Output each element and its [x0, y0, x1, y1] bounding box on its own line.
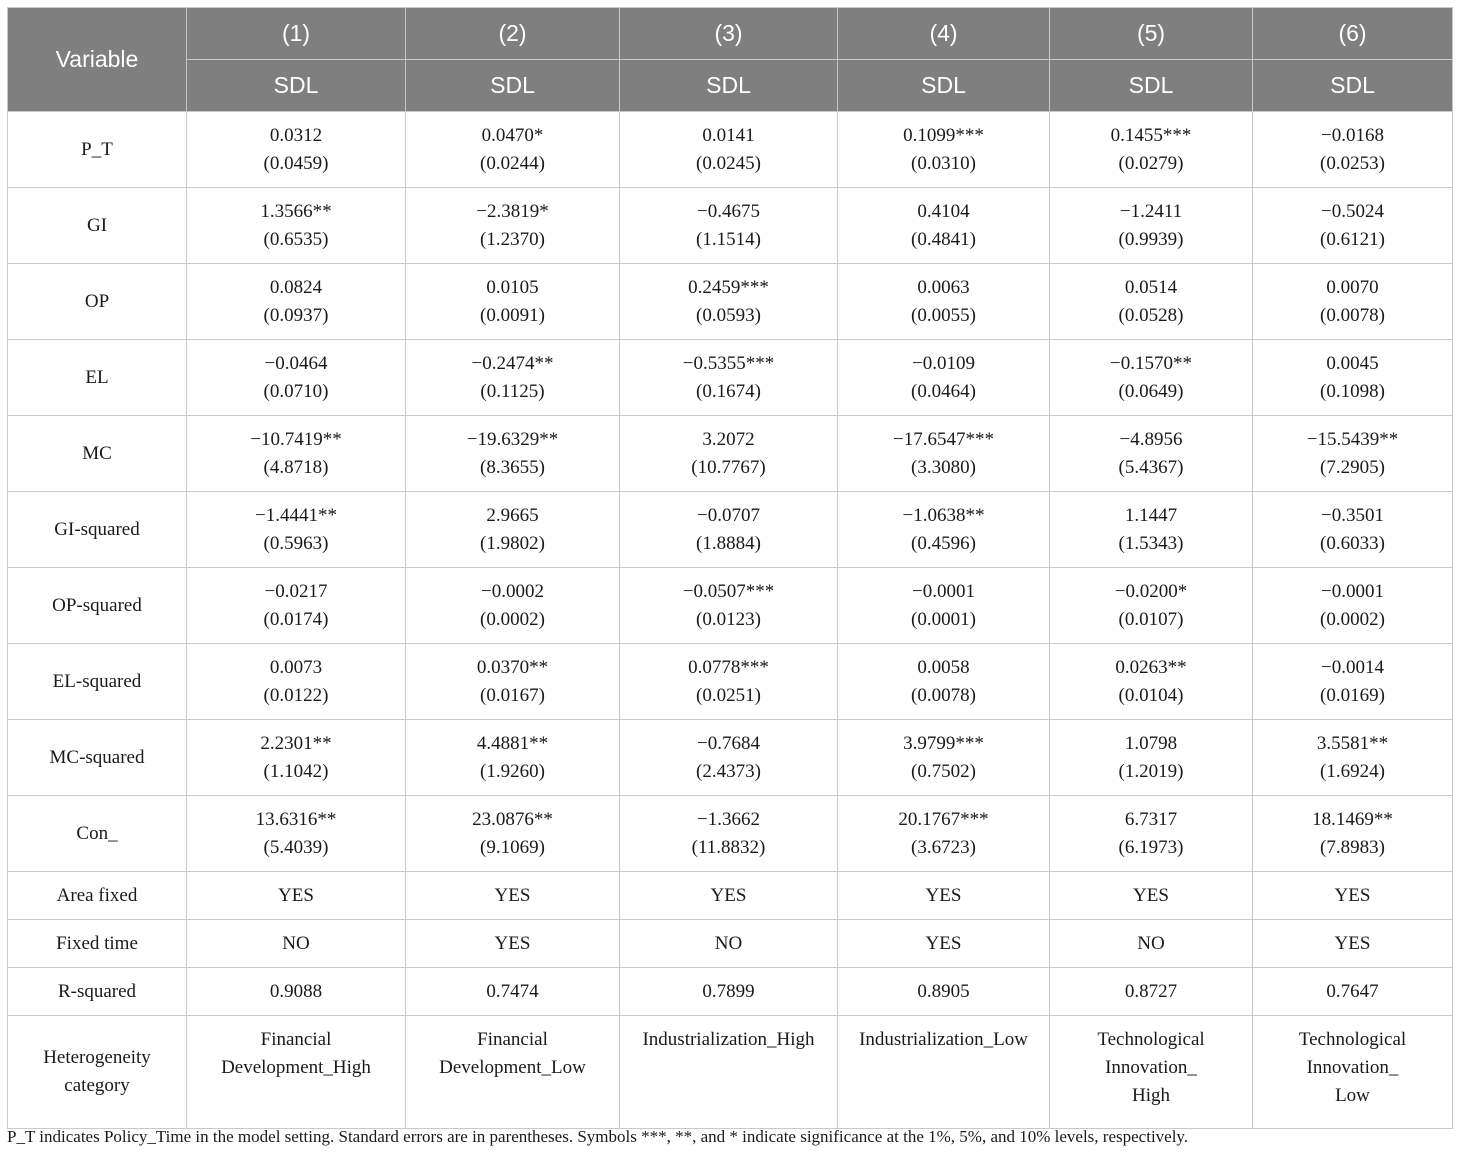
- table-row: [8, 796, 1453, 872]
- coefficient-cell: [187, 416, 406, 492]
- standard-error: (0.0279): [1118, 152, 1184, 174]
- coefficient-estimate: 0.0045: [1326, 352, 1379, 374]
- coefficient-cell: [1050, 340, 1253, 416]
- coefficient-estimate: −0.4675: [697, 200, 760, 222]
- coefficient-estimate: −19.6329**: [466, 428, 559, 450]
- coefficient-cell: [838, 340, 1050, 416]
- coefficient-cell: [187, 112, 406, 188]
- standard-error: (10.7767): [691, 456, 766, 478]
- standard-error: (0.6121): [1320, 228, 1385, 250]
- coefficient-estimate: −4.8956: [1119, 428, 1183, 450]
- coefficient-estimate: 3.2072: [702, 428, 755, 450]
- coefficient-cell: [1050, 416, 1253, 492]
- coefficient-estimate: −10.7419**: [250, 428, 342, 450]
- row-label: MC: [8, 416, 187, 492]
- column-number-3: (3): [620, 8, 838, 60]
- value-cell: 0.8727: [1050, 968, 1253, 1016]
- standard-error: (0.9939): [1118, 228, 1184, 250]
- dependent-variable-5: SDL: [1050, 60, 1253, 112]
- coefficient-cell: [187, 720, 406, 796]
- coefficient-estimate: 0.0778***: [688, 656, 769, 678]
- coefficient-cell: [1253, 492, 1453, 568]
- standard-error: (0.0251): [696, 684, 761, 706]
- value-cell: NO: [620, 920, 838, 968]
- value-cell: YES: [838, 872, 1050, 920]
- category-line: Innovation_: [1105, 1057, 1197, 1078]
- standard-error: (9.1069): [480, 836, 545, 858]
- coefficient-cell: [620, 340, 838, 416]
- coefficient-estimate: 0.0370**: [476, 656, 549, 678]
- coefficient-estimate: 20.1767***: [898, 808, 989, 830]
- table-row: [8, 416, 1453, 492]
- standard-error: (5.4039): [263, 836, 329, 858]
- coefficient-cell: [620, 796, 838, 872]
- coefficient-estimate: −0.5355***: [682, 352, 775, 374]
- standard-error: (0.1125): [480, 380, 545, 402]
- coefficient-estimate: −15.5439**: [1306, 428, 1399, 450]
- coefficient-estimate: −0.5024: [1321, 200, 1384, 222]
- table-row: [8, 968, 1453, 1016]
- coefficient-cell: [1253, 112, 1453, 188]
- coefficient-cell: [1253, 644, 1453, 720]
- standard-error: (0.0123): [696, 608, 761, 630]
- standard-error: (1.1514): [696, 228, 761, 250]
- standard-error: (0.0310): [911, 152, 976, 174]
- coefficient-cell: [1253, 796, 1453, 872]
- coefficient-estimate: 0.0824: [269, 276, 323, 298]
- coefficient-estimate: 0.0141: [702, 124, 755, 146]
- coefficient-estimate: 0.1455***: [1110, 124, 1192, 146]
- value-cell: 0.9088: [187, 968, 406, 1016]
- standard-error: (1.2019): [1118, 760, 1184, 782]
- standard-error: (1.5343): [1118, 532, 1184, 554]
- coefficient-cell: [838, 796, 1050, 872]
- value-cell: 0.8905: [838, 968, 1050, 1016]
- category-line: Technological: [1097, 1029, 1205, 1050]
- coefficient-estimate: 0.0070: [1326, 276, 1379, 298]
- coefficient-estimate: −0.0109: [912, 352, 975, 374]
- coefficient-estimate: 1.0798: [1124, 732, 1178, 754]
- coefficient-estimate: −2.3819*: [476, 200, 549, 222]
- coefficient-cell: [620, 416, 838, 492]
- coefficient-estimate: −0.0001: [1321, 580, 1384, 602]
- coefficient-estimate: −0.0507***: [682, 580, 775, 602]
- coefficient-estimate: 18.1469**: [1312, 808, 1393, 830]
- variable-header: Variable: [8, 8, 187, 112]
- standard-error: (0.0459): [263, 152, 329, 174]
- coefficient-cell: [187, 340, 406, 416]
- table-row: [8, 264, 1453, 340]
- table-row: [8, 920, 1453, 968]
- category-line: Innovation_: [1306, 1057, 1399, 1078]
- standard-error: (0.0528): [1118, 304, 1184, 326]
- standard-error: (0.0464): [911, 380, 976, 402]
- row-label: GI: [8, 188, 187, 264]
- value-cell: YES: [187, 872, 406, 920]
- standard-error: (8.3655): [480, 456, 545, 478]
- value-cell: NO: [187, 920, 406, 968]
- standard-error: (0.7502): [911, 760, 976, 782]
- value-cell: YES: [406, 920, 620, 968]
- table-row: [8, 340, 1453, 416]
- coefficient-cell: [406, 340, 620, 416]
- category-cell: [838, 1016, 1050, 1129]
- coefficient-estimate: 0.1099***: [903, 124, 984, 146]
- coefficient-estimate: 0.0514: [1124, 276, 1178, 298]
- standard-error: (0.0253): [1320, 152, 1385, 174]
- standard-error: (1.9802): [480, 532, 545, 554]
- coefficient-cell: [838, 568, 1050, 644]
- coefficient-cell: [1253, 188, 1453, 264]
- coefficient-estimate: 0.2459***: [688, 276, 769, 298]
- coefficient-estimate: 0.0312: [269, 124, 323, 146]
- dependent-variable-2: SDL: [406, 60, 620, 112]
- category-cell: [1253, 1016, 1453, 1129]
- standard-error: (4.8718): [263, 456, 329, 478]
- column-number-4: (4): [838, 8, 1050, 60]
- column-number-1: (1): [187, 8, 406, 60]
- coefficient-cell: [1050, 796, 1253, 872]
- coefficient-estimate: −0.0002: [481, 580, 544, 602]
- standard-error: (1.1042): [263, 760, 329, 782]
- coefficient-cell: [620, 720, 838, 796]
- dependent-variable-1: SDL: [187, 60, 406, 112]
- standard-error: (0.0122): [263, 684, 329, 706]
- dependent-variable-6: SDL: [1253, 60, 1453, 112]
- row-label: [8, 1016, 187, 1129]
- coefficient-cell: [406, 112, 620, 188]
- coefficient-estimate: 0.0058: [917, 656, 970, 678]
- column-number-2: (2): [406, 8, 620, 60]
- category-cell: [187, 1016, 406, 1129]
- value-cell: YES: [1253, 920, 1453, 968]
- coefficient-estimate: 0.0063: [917, 276, 970, 298]
- regression-table: [7, 7, 1453, 1129]
- coefficient-cell: [406, 264, 620, 340]
- column-number-6: (6): [1253, 8, 1453, 60]
- standard-error: (0.6033): [1320, 532, 1385, 554]
- coefficient-estimate: 13.6316**: [255, 808, 337, 830]
- coefficient-estimate: −0.7684: [697, 732, 760, 754]
- coefficient-cell: [838, 720, 1050, 796]
- coefficient-estimate: 0.0073: [269, 656, 323, 678]
- value-cell: YES: [620, 872, 838, 920]
- category-line: Technological: [1298, 1029, 1407, 1050]
- header-row-numbers: [8, 8, 1453, 60]
- value-cell: YES: [406, 872, 620, 920]
- coefficient-cell: [187, 796, 406, 872]
- row-label: P_T: [8, 112, 187, 188]
- row-label: EL-squared: [8, 644, 187, 720]
- value-cell: NO: [1050, 920, 1253, 968]
- coefficient-estimate: 1.3566**: [260, 200, 332, 222]
- category-line: High: [1132, 1085, 1170, 1106]
- coefficient-estimate: −17.6547***: [893, 428, 994, 450]
- category-line: Financial: [477, 1029, 548, 1050]
- coefficient-cell: [406, 796, 620, 872]
- coefficient-estimate: 0.0105: [486, 276, 539, 298]
- coefficient-cell: [620, 188, 838, 264]
- row-label: Con_: [8, 796, 187, 872]
- table-body: [8, 112, 1453, 1129]
- table-row: [8, 492, 1453, 568]
- standard-error: (0.4596): [911, 532, 976, 554]
- standard-error: (1.2370): [480, 228, 545, 250]
- row-label: OP: [8, 264, 187, 340]
- standard-error: (0.0169): [1320, 684, 1385, 706]
- coefficient-estimate: −0.0707: [697, 504, 760, 526]
- column-number-5: (5): [1050, 8, 1253, 60]
- coefficient-cell: [187, 188, 406, 264]
- coefficient-cell: [187, 568, 406, 644]
- standard-error: (11.8832): [691, 836, 766, 858]
- coefficient-estimate: 23.0876**: [472, 808, 553, 830]
- standard-error: (0.0002): [480, 608, 545, 630]
- coefficient-cell: [1050, 188, 1253, 264]
- standard-error: (0.5963): [263, 532, 329, 554]
- coefficient-cell: [620, 492, 838, 568]
- coefficient-cell: [838, 416, 1050, 492]
- coefficient-cell: [1050, 644, 1253, 720]
- table-row: [8, 872, 1453, 920]
- coefficient-estimate: 2.9665: [486, 504, 539, 526]
- row-label: Fixed time: [8, 920, 187, 968]
- coefficient-cell: [838, 644, 1050, 720]
- coefficient-estimate: −0.0200*: [1114, 580, 1188, 602]
- coefficient-estimate: −0.2474**: [471, 352, 554, 374]
- coefficient-estimate: 2.2301**: [260, 732, 332, 754]
- coefficient-estimate: 4.4881**: [476, 732, 549, 754]
- coefficient-estimate: −1.3662: [697, 808, 760, 830]
- value-cell: 0.7899: [620, 968, 838, 1016]
- coefficient-estimate: 0.0470*: [481, 124, 544, 146]
- coefficient-cell: [1253, 340, 1453, 416]
- standard-error: (3.3080): [911, 456, 976, 478]
- category-line: Development_High: [221, 1057, 371, 1078]
- header-row-dependent: [8, 60, 1453, 112]
- coefficient-estimate: 0.4104: [917, 200, 970, 222]
- coefficient-estimate: 3.9799***: [903, 732, 984, 754]
- category-cell: [406, 1016, 620, 1129]
- standard-error: (6.1973): [1118, 836, 1184, 858]
- standard-error: (0.0174): [263, 608, 329, 630]
- coefficient-cell: [620, 112, 838, 188]
- category-line: Industrialization_High: [642, 1029, 815, 1050]
- standard-error: (0.0710): [263, 380, 329, 402]
- coefficient-cell: [1253, 568, 1453, 644]
- row-label-line: category: [64, 1075, 130, 1096]
- coefficient-cell: [1050, 264, 1253, 340]
- coefficient-cell: [187, 644, 406, 720]
- category-line: Low: [1335, 1085, 1370, 1106]
- dependent-variable-3: SDL: [620, 60, 838, 112]
- coefficient-estimate: −0.1570**: [1110, 352, 1192, 374]
- coefficient-estimate: −1.0638**: [902, 504, 985, 526]
- standard-error: (0.0244): [480, 152, 545, 174]
- standard-error: (1.9260): [480, 760, 545, 782]
- coefficient-cell: [620, 644, 838, 720]
- standard-error: (0.0078): [911, 684, 976, 706]
- table-footnote: P_T indicates Policy_Time in the model setting. Standard errors are in parentheses. Symbols ***, **, and * indicate significance at the 1%, 5%, and 10% levels, respectively.: [7, 1127, 1189, 1146]
- coefficient-cell: [1050, 112, 1253, 188]
- table-row: [8, 1016, 1453, 1129]
- coefficient-estimate: −0.0464: [264, 352, 328, 374]
- row-label: MC-squared: [8, 720, 187, 796]
- table-row: [8, 112, 1453, 188]
- value-cell: 0.7474: [406, 968, 620, 1016]
- coefficient-cell: [1253, 720, 1453, 796]
- coefficient-cell: [406, 568, 620, 644]
- table-row: [8, 720, 1453, 796]
- dependent-variable-4: SDL: [838, 60, 1050, 112]
- table-row: [8, 568, 1453, 644]
- coefficient-estimate: 0.0263**: [1115, 656, 1187, 678]
- standard-error: (0.1098): [1320, 380, 1385, 402]
- coefficient-cell: [838, 188, 1050, 264]
- standard-error: (0.6535): [263, 228, 329, 250]
- standard-error: (0.0245): [696, 152, 761, 174]
- standard-error: (3.6723): [911, 836, 976, 858]
- row-label: R-squared: [8, 968, 187, 1016]
- standard-error: (0.0091): [480, 304, 545, 326]
- row-label: GI-squared: [8, 492, 187, 568]
- standard-error: (0.0104): [1118, 684, 1184, 706]
- table-row: [8, 188, 1453, 264]
- coefficient-cell: [838, 112, 1050, 188]
- standard-error: (1.6924): [1320, 760, 1385, 782]
- standard-error: (0.0055): [911, 304, 976, 326]
- category-cell: [620, 1016, 838, 1129]
- value-cell: 0.7647: [1253, 968, 1453, 1016]
- coefficient-estimate: 1.1447: [1124, 504, 1178, 526]
- coefficient-cell: [406, 416, 620, 492]
- table-row: [8, 644, 1453, 720]
- coefficient-estimate: −1.4441**: [255, 504, 337, 526]
- standard-error: (0.0937): [263, 304, 329, 326]
- standard-error: (0.0001): [911, 608, 976, 630]
- row-label: Area fixed: [8, 872, 187, 920]
- value-cell: YES: [838, 920, 1050, 968]
- standard-error: (0.0107): [1118, 608, 1184, 630]
- category-line: Industrialization_Low: [859, 1029, 1028, 1050]
- coefficient-estimate: −0.0014: [1321, 656, 1384, 678]
- coefficient-estimate: −0.3501: [1321, 504, 1384, 526]
- category-cell: [1050, 1016, 1253, 1129]
- row-label: EL: [8, 340, 187, 416]
- value-cell: YES: [1050, 872, 1253, 920]
- coefficient-estimate: −0.0168: [1321, 124, 1384, 146]
- coefficient-cell: [838, 492, 1050, 568]
- standard-error: (0.0593): [696, 304, 761, 326]
- table-header: [8, 8, 1453, 112]
- standard-error: (5.4367): [1118, 456, 1184, 478]
- standard-error: (0.0002): [1320, 608, 1385, 630]
- regression-table-container: [7, 7, 1452, 1129]
- category-line: Development_Low: [439, 1057, 586, 1078]
- category-line: Financial: [260, 1029, 332, 1050]
- coefficient-cell: [1050, 720, 1253, 796]
- coefficient-cell: [620, 568, 838, 644]
- coefficient-cell: [406, 720, 620, 796]
- coefficient-estimate: 3.5581**: [1316, 732, 1389, 754]
- coefficient-estimate: −1.2411: [1119, 200, 1183, 222]
- standard-error: (0.0078): [1320, 304, 1385, 326]
- standard-error: (0.0167): [480, 684, 545, 706]
- coefficient-estimate: −0.0001: [912, 580, 975, 602]
- value-cell: YES: [1253, 872, 1453, 920]
- coefficient-cell: [620, 264, 838, 340]
- row-label-line: Heterogeneity: [43, 1047, 151, 1068]
- coefficient-cell: [1050, 568, 1253, 644]
- coefficient-cell: [187, 264, 406, 340]
- coefficient-cell: [1253, 264, 1453, 340]
- standard-error: (0.4841): [911, 228, 976, 250]
- standard-error: (1.8884): [696, 532, 761, 554]
- row-label: OP-squared: [8, 568, 187, 644]
- coefficient-cell: [406, 188, 620, 264]
- coefficient-cell: [838, 264, 1050, 340]
- coefficient-cell: [1050, 492, 1253, 568]
- standard-error: (0.0649): [1118, 380, 1184, 402]
- coefficient-cell: [406, 492, 620, 568]
- coefficient-cell: [1253, 416, 1453, 492]
- coefficient-cell: [406, 644, 620, 720]
- coefficient-cell: [187, 492, 406, 568]
- standard-error: (2.4373): [696, 760, 761, 782]
- standard-error: (0.1674): [696, 380, 761, 402]
- standard-error: (7.2905): [1320, 456, 1385, 478]
- standard-error: (7.8983): [1320, 836, 1385, 858]
- coefficient-estimate: 6.7317: [1124, 808, 1178, 830]
- coefficient-estimate: −0.0217: [264, 580, 328, 602]
